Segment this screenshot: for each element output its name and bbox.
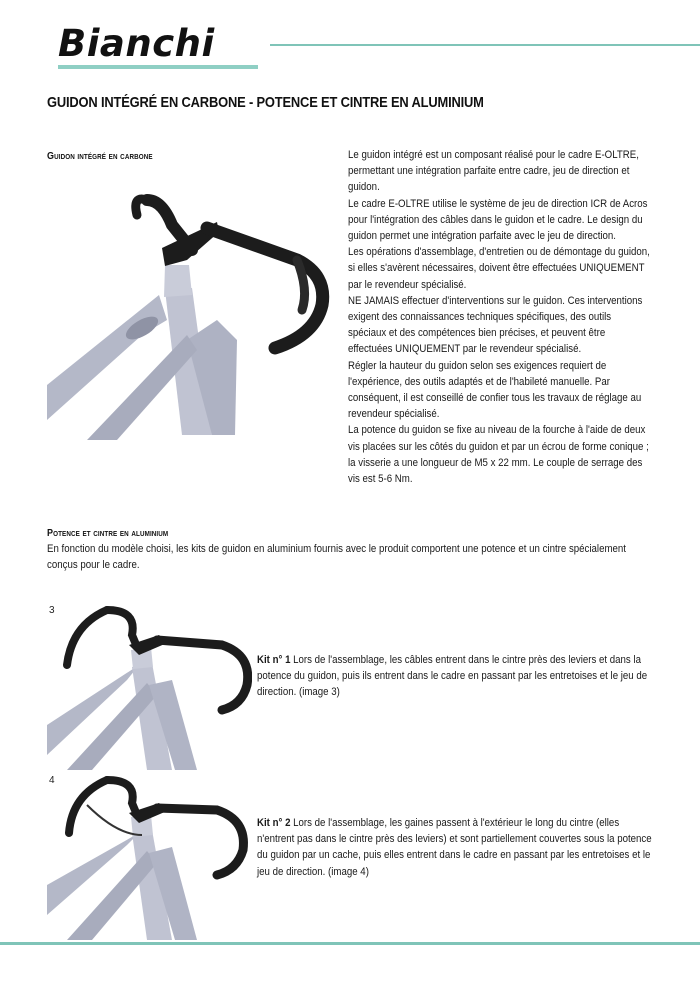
page-title: GUIDON INTÉGRÉ EN CARBONE - POTENCE ET CINTRE EN ALUMINIUM xyxy=(47,94,484,111)
section2-title: Potence et cintre en aluminium xyxy=(47,528,169,539)
kit1-text: Lors de l'assemblage, les câbles entrent dans le cintre près des leviers et dans la potence du guidon, puis ils entrent dans le cadre en passant par les entretoises et le jeu de direction. (image 3) xyxy=(257,654,648,699)
section1-paragraph: Le cadre E-OLTRE utilise le système de jeu de direction ICR de Acros pour l'intégration des câbles dans le guidon et le cadre. Le design du guidon permet une intégration parfaite avec le jeu de direction. xyxy=(348,197,648,243)
kit2-text: Lors de l'assemblage, les gaines passent à l'extérieur le long du cintre (elles n'entrent pas dans le cintre près des leviers) et sont partiellement couvertes sous la potence du guidon par un cache, puis elles entrent dans le cadre en passant par les entretoises et le jeu de direction. (image 4) xyxy=(257,817,652,878)
kit1-label: Kit n° 1 xyxy=(257,654,291,666)
header-rule xyxy=(270,44,700,46)
section1-paragraph: Régler la hauteur du guidon selon ses exigences requiert de l'expérience, des outils adaptés et de l'habileté manuelle. Par conséquent, il est conseillé de confier tous les travaux de réglage au revendeur spécialisé. xyxy=(348,359,642,421)
section1-body xyxy=(348,147,652,487)
kit2-label: Kit n° 2 xyxy=(257,817,291,829)
image-number: 4 xyxy=(49,775,55,786)
integrated-carbon-handlebar-image xyxy=(47,170,337,445)
kit1-description xyxy=(257,652,653,701)
image-number: 3 xyxy=(49,605,55,616)
section1-paragraph: Le guidon intégré est un composant réalisé pour le cadre E-OLTRE, permettant une intégration parfaite entre cadre, jeu de direction et guidon. xyxy=(348,149,639,194)
kit1-handlebar-image xyxy=(47,605,252,775)
bianchi-logo: Bianchi xyxy=(58,22,215,65)
section1-paragraph: La potence du guidon se fixe au niveau de la fourche à l'aide de deux vis placées sur les côtés du guidon et par un écrou de forme conique ; la visserie a une longueur de M5 x 22 mm. Le couple de serrage des vis est 5-6 Nm. xyxy=(348,424,649,486)
kit2-description xyxy=(257,815,653,880)
kit2-handlebar-image xyxy=(47,775,252,945)
footer-rule xyxy=(0,942,700,945)
logo-underline xyxy=(58,65,258,69)
section2-intro: En fonction du modèle choisi, les kits de guidon en aluminium fournis avec le produit comportent une potence et un cintre spécialement conçus pour le cadre. xyxy=(47,543,626,572)
section1-paragraph: Les opérations d'assemblage, d'entretien ou de démontage du guidon, si elles s'avèrent nécessaires, doivent être effectuées UNIQUEMENT par le revendeur spécialisé. xyxy=(348,246,650,291)
section1-title: Guidon intégré en carbone xyxy=(47,151,153,162)
section1-paragraph: NE JAMAIS effectuer d'interventions sur le guidon. Ces interventions exigent des connaissances techniques spécifiques, des outils spéciaux et des compétences bien précises, et peuvent être effectuées UNIQUEMENT par le revendeur spécialisé. xyxy=(348,294,643,356)
